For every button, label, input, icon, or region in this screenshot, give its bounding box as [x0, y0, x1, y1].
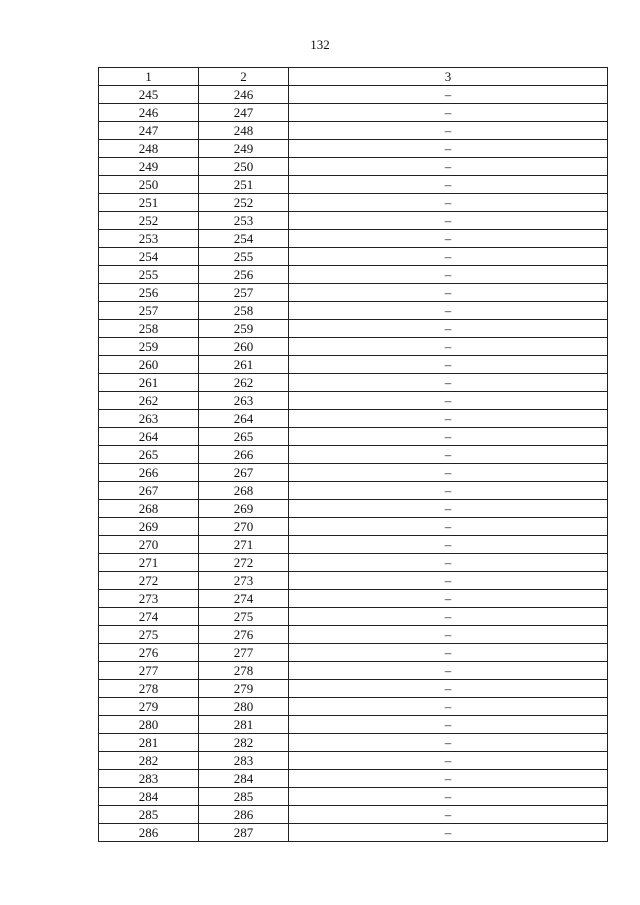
table-row [99, 806, 608, 824]
table-cell-col-1: 265 [99, 446, 199, 464]
table-row [99, 410, 608, 428]
table-cell-col-2: 253 [199, 212, 289, 230]
table-row [99, 86, 608, 104]
table-cell-col-1: 279 [99, 698, 199, 716]
table-row [99, 194, 608, 212]
table-row [99, 608, 608, 626]
table-cell-col-2: 274 [199, 590, 289, 608]
table-cell-col-2: 279 [199, 680, 289, 698]
table-cell-col-2: 286 [199, 806, 289, 824]
table-row [99, 626, 608, 644]
table-row [99, 518, 608, 536]
table-cell-col-2: 269 [199, 500, 289, 518]
table-cell-col-3: – [289, 410, 608, 428]
table-cell-col-2: 284 [199, 770, 289, 788]
table-cell-col-3: – [289, 158, 608, 176]
table-cell-col-2: 257 [199, 284, 289, 302]
table-cell-col-2: 270 [199, 518, 289, 536]
table-cell-col-2: 276 [199, 626, 289, 644]
table-cell-col-1: 272 [99, 572, 199, 590]
table-cell-col-3: – [289, 500, 608, 518]
table-cell-col-3: – [289, 644, 608, 662]
table-cell-col-2: 275 [199, 608, 289, 626]
table-row [99, 770, 608, 788]
table-cell-col-1: 286 [99, 824, 199, 842]
table-cell-col-2: 262 [199, 374, 289, 392]
table-cell-col-3: – [289, 464, 608, 482]
table-cell-col-1: 277 [99, 662, 199, 680]
table-cell-col-3: – [289, 104, 608, 122]
table-cell-col-1: 278 [99, 680, 199, 698]
table-cell-col-1: 253 [99, 230, 199, 248]
table-cell-col-1: 254 [99, 248, 199, 266]
table-cell-col-1: 246 [99, 104, 199, 122]
column-header-1: 1 [99, 68, 199, 86]
table-cell-col-3: – [289, 680, 608, 698]
table-cell-col-2: 261 [199, 356, 289, 374]
table-cell-col-2: 287 [199, 824, 289, 842]
table-row [99, 356, 608, 374]
table-cell-col-1: 251 [99, 194, 199, 212]
table-cell-col-1: 267 [99, 482, 199, 500]
table-cell-col-2: 281 [199, 716, 289, 734]
table-cell-col-1: 263 [99, 410, 199, 428]
table-cell-col-1: 283 [99, 770, 199, 788]
table-cell-col-2: 246 [199, 86, 289, 104]
table-cell-col-2: 251 [199, 176, 289, 194]
table-row [99, 176, 608, 194]
table-cell-col-3: – [289, 626, 608, 644]
table-row [99, 464, 608, 482]
table-cell-col-1: 259 [99, 338, 199, 356]
table-cell-col-2: 283 [199, 752, 289, 770]
table-row [99, 320, 608, 338]
table-row [99, 572, 608, 590]
table-cell-col-1: 281 [99, 734, 199, 752]
table-row [99, 734, 608, 752]
column-header-3: 3 [289, 68, 608, 86]
table-cell-col-3: – [289, 140, 608, 158]
table-cell-col-1: 276 [99, 644, 199, 662]
table-cell-col-2: 247 [199, 104, 289, 122]
table-cell-col-3: – [289, 266, 608, 284]
table-cell-col-3: – [289, 482, 608, 500]
table-cell-col-3: – [289, 176, 608, 194]
table-cell-col-3: – [289, 194, 608, 212]
table-cell-col-3: – [289, 734, 608, 752]
table-row [99, 554, 608, 572]
table-row [99, 374, 608, 392]
table-cell-col-1: 247 [99, 122, 199, 140]
table-cell-col-2: 267 [199, 464, 289, 482]
table-cell-col-1: 255 [99, 266, 199, 284]
table-cell-col-2: 263 [199, 392, 289, 410]
table-row [99, 644, 608, 662]
table-cell-col-2: 280 [199, 698, 289, 716]
column-header-2: 2 [199, 68, 289, 86]
table-cell-col-2: 272 [199, 554, 289, 572]
table-cell-col-2: 254 [199, 230, 289, 248]
table-cell-col-2: 258 [199, 302, 289, 320]
table-cell-col-3: – [289, 752, 608, 770]
table-cell-col-2: 250 [199, 158, 289, 176]
table-row [99, 428, 608, 446]
table-cell-col-2: 256 [199, 266, 289, 284]
table-cell-col-3: – [289, 212, 608, 230]
table-cell-col-3: – [289, 122, 608, 140]
table-cell-col-1: 269 [99, 518, 199, 536]
table-row [99, 482, 608, 500]
table-row [99, 248, 608, 266]
table-cell-col-1: 266 [99, 464, 199, 482]
table-cell-col-2: 278 [199, 662, 289, 680]
table-row [99, 284, 608, 302]
table-cell-col-3: – [289, 824, 608, 842]
table-cell-col-3: – [289, 302, 608, 320]
table-cell-col-1: 257 [99, 302, 199, 320]
table-row [99, 140, 608, 158]
table-cell-col-3: – [289, 446, 608, 464]
table-row [99, 788, 608, 806]
table-cell-col-1: 282 [99, 752, 199, 770]
table-cell-col-3: – [289, 374, 608, 392]
table-row [99, 230, 608, 248]
table-row [99, 500, 608, 518]
table-cell-col-3: – [289, 320, 608, 338]
table-cell-col-3: – [289, 86, 608, 104]
table-cell-col-3: – [289, 608, 608, 626]
table-cell-col-3: – [289, 284, 608, 302]
table-cell-col-3: – [289, 536, 608, 554]
table-cell-col-3: – [289, 572, 608, 590]
table-cell-col-1: 256 [99, 284, 199, 302]
table-cell-col-2: 255 [199, 248, 289, 266]
table-row [99, 392, 608, 410]
table-cell-col-3: – [289, 230, 608, 248]
table-cell-col-1: 285 [99, 806, 199, 824]
table-cell-col-1: 252 [99, 212, 199, 230]
table-cell-col-2: 285 [199, 788, 289, 806]
table-cell-col-2: 264 [199, 410, 289, 428]
table-cell-col-1: 274 [99, 608, 199, 626]
table-cell-col-1: 270 [99, 536, 199, 554]
table-row [99, 536, 608, 554]
table-cell-col-3: – [289, 662, 608, 680]
table-row [99, 122, 608, 140]
table-cell-col-2: 282 [199, 734, 289, 752]
table-cell-col-3: – [289, 356, 608, 374]
table-header-row [99, 68, 608, 86]
table-cell-col-1: 280 [99, 716, 199, 734]
table-row [99, 158, 608, 176]
data-table [98, 67, 608, 842]
table-cell-col-2: 268 [199, 482, 289, 500]
table-cell-col-1: 284 [99, 788, 199, 806]
table-cell-col-1: 271 [99, 554, 199, 572]
table-row [99, 338, 608, 356]
table-cell-col-1: 268 [99, 500, 199, 518]
table-cell-col-1: 264 [99, 428, 199, 446]
table-cell-col-1: 245 [99, 86, 199, 104]
table-row [99, 824, 608, 842]
table-cell-col-1: 262 [99, 392, 199, 410]
table-cell-col-1: 261 [99, 374, 199, 392]
table-cell-col-2: 248 [199, 122, 289, 140]
table-cell-col-2: 273 [199, 572, 289, 590]
table-cell-col-3: – [289, 698, 608, 716]
table-body [99, 86, 608, 842]
table-cell-col-3: – [289, 518, 608, 536]
table-row [99, 752, 608, 770]
table-cell-col-1: 249 [99, 158, 199, 176]
table-cell-col-3: – [289, 428, 608, 446]
table-row [99, 266, 608, 284]
table-row [99, 590, 608, 608]
table-cell-col-2: 259 [199, 320, 289, 338]
table-cell-col-2: 260 [199, 338, 289, 356]
table-cell-col-3: – [289, 392, 608, 410]
table-cell-col-2: 252 [199, 194, 289, 212]
table-cell-col-1: 248 [99, 140, 199, 158]
table-cell-col-1: 250 [99, 176, 199, 194]
table-cell-col-3: – [289, 788, 608, 806]
table-cell-col-2: 271 [199, 536, 289, 554]
table-row [99, 302, 608, 320]
table-cell-col-3: – [289, 770, 608, 788]
page-number: 132 [310, 37, 330, 52]
table-cell-col-1: 273 [99, 590, 199, 608]
table-cell-col-3: – [289, 338, 608, 356]
table-row [99, 662, 608, 680]
table-row [99, 698, 608, 716]
table-cell-col-2: 249 [199, 140, 289, 158]
table-cell-col-3: – [289, 248, 608, 266]
table-cell-col-3: – [289, 554, 608, 572]
table-row [99, 446, 608, 464]
table-cell-col-3: – [289, 806, 608, 824]
table-cell-col-2: 266 [199, 446, 289, 464]
table-cell-col-2: 265 [199, 428, 289, 446]
table-row [99, 212, 608, 230]
table-row [99, 680, 608, 698]
table-row [99, 104, 608, 122]
table-cell-col-1: 275 [99, 626, 199, 644]
table-cell-col-3: – [289, 590, 608, 608]
table-row [99, 716, 608, 734]
table-cell-col-1: 258 [99, 320, 199, 338]
table-cell-col-2: 277 [199, 644, 289, 662]
table-cell-col-3: – [289, 716, 608, 734]
table-cell-col-1: 260 [99, 356, 199, 374]
